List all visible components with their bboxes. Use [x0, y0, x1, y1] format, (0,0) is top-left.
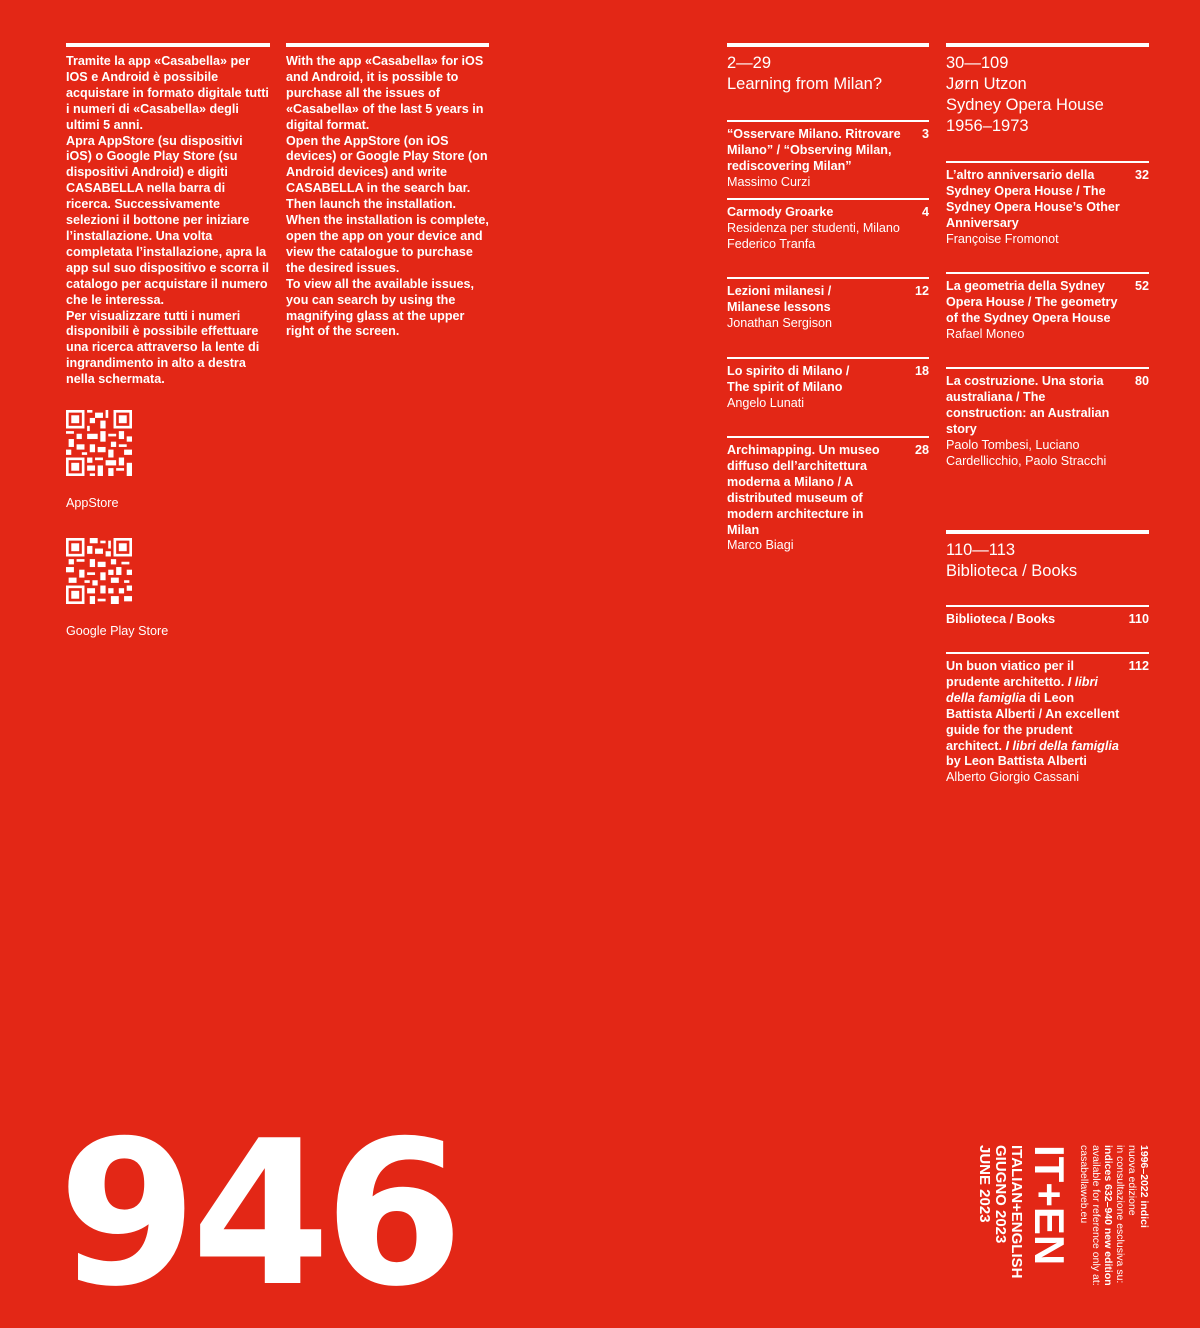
section-title-line1: Jørn Utzon [946, 75, 1027, 93]
toc-entry[interactable] [946, 272, 1149, 343]
indices-line-1: 1996–2022 indici [1138, 1145, 1150, 1228]
section-title: Biblioteca / Books [946, 562, 1078, 580]
entry-body [946, 607, 1149, 628]
section-title-line3: 1956–1973 [946, 117, 1029, 135]
entry-body [946, 163, 1149, 248]
entry-title-part: di Leon Battista Alberti / An excellent guide for the prudent architect. [946, 690, 1120, 753]
entry-title: Biblioteca / Books [946, 612, 1056, 626]
toc-entry[interactable] [946, 652, 1149, 786]
entry-body [727, 279, 929, 332]
entry-author: Alberto Giorgio Cassani [946, 770, 1079, 785]
qr-appstore-label: AppStore [66, 496, 119, 510]
entry-page: 3 [921, 127, 929, 141]
entry-body [727, 359, 929, 412]
entry-author: Angelo Lunati [727, 395, 805, 410]
issue-number: 946 [58, 1098, 458, 1328]
app-info-it-p2: Apra AppStore (su dispositivi iOS) o Google Play Store (su dispositivi Android) e digiti CASABELLA nella barra di ricerca. Successivamente selezioni il bottone per iniziare l’installazione. Una volta completata l’installazione, apra la app sul suo dispositivo e scorra il catalogo per acquistare il numero che le interessa. [66, 133, 269, 307]
entry-page: 12 [914, 284, 929, 298]
entry-title-part: Un buon viatico per il prudente architetto. [946, 659, 1075, 689]
entry-page: 32 [1134, 168, 1149, 182]
toc-section-learning-from-milan [727, 43, 929, 553]
entry-author: Massimo Curzi [727, 174, 811, 189]
section-title: Learning from Milan? [727, 75, 882, 93]
entry-author: Paolo Tombesi, Luciano Cardellicchio, Paolo Stracchi [946, 437, 1107, 468]
toc-entry[interactable] [727, 436, 929, 554]
indices-line-4: indices 632–940 new edition [1102, 1145, 1114, 1286]
toc-entry[interactable] [946, 605, 1149, 628]
app-info-it-text [66, 47, 270, 388]
app-info-it-p1: Tramite la app «Casabella» per IOS e Android è possibile acquistare in formato digitale tutti i numeri di «Casabella» degli ultimi 5 anni. [66, 54, 269, 132]
section-title-line2: Sydney Opera House [946, 96, 1104, 114]
toc-entry[interactable] [946, 161, 1149, 248]
entry-title: Carmody Groarke [727, 205, 834, 219]
toc-entry[interactable] [946, 367, 1149, 469]
language-label: ITALIAN+ENGLISH [1008, 1145, 1025, 1279]
entry-author: Jonathan Sergison [727, 315, 833, 330]
qr-code-icon [66, 538, 132, 604]
section-range: 30—109 [946, 54, 1009, 72]
toc-section-sydney-opera-house [946, 43, 1149, 785]
toc-entry[interactable] [727, 198, 929, 253]
entry-title: Lo spirito di Milano / The spirit of Milano [727, 364, 850, 394]
entry-body [946, 274, 1149, 343]
entry-body [946, 654, 1149, 786]
section-range: 110—113 [946, 541, 1016, 559]
entry-title: Lezioni milanesi / Milanese lessons [727, 284, 832, 314]
qr-appstore[interactable] [66, 410, 132, 511]
entry-author: Françoise Fromonot [946, 231, 1059, 246]
entry-author: Rafael Moneo [946, 326, 1025, 341]
app-info-it-column [66, 43, 270, 388]
entry-title: L’altro anniversario della Sydney Opera House / The Sydney Opera House’s Other Anniversary [946, 168, 1120, 230]
toc-entry[interactable] [727, 357, 929, 412]
toc-entry[interactable] [727, 120, 929, 191]
indices-line-5: available for reference only at: [1090, 1145, 1102, 1286]
qr-google-play-label: Google Play Store [66, 624, 169, 638]
section-range: 2—29 [727, 54, 772, 72]
entry-page: 112 [1128, 659, 1149, 673]
entry-body [727, 438, 929, 554]
toc-section-books [946, 530, 1149, 785]
qr-google-play[interactable] [66, 538, 168, 639]
entry-page: 52 [1134, 279, 1149, 293]
entry-title-part: by Leon Battista Alberti [946, 754, 1087, 769]
entry-page: 110 [1128, 612, 1149, 626]
issue-date-en: JUNE 2023 [976, 1145, 993, 1223]
qr-code-icon [66, 410, 132, 476]
section-heading [727, 47, 929, 127]
entry-page: 18 [914, 364, 929, 378]
issue-date-it: GIUGNO 2023 [992, 1145, 1009, 1244]
indices-line-3: in consultazione esclusiva su: [1114, 1145, 1126, 1284]
indices-line-2: nuova edizione [1126, 1145, 1138, 1216]
app-info-en-p2: Open the AppStore (on iOS devices) or Google Play Store (on Android devices) and write CASABELLA in the search bar. Then launch the installation. When the installation is complete, open the app on your device and view the catalogue to purchase the desired issues. [286, 133, 489, 275]
entry-title: “Osservare Milano. Ritrovare Milano” / “Observing Milan, rediscovering Milan” [727, 127, 901, 173]
entry-body [727, 122, 929, 191]
toc-entry[interactable] [727, 277, 929, 332]
entry-title: La costruzione. Una storia australiana / The construction: an Australian story [946, 374, 1110, 436]
entry-page: 80 [1134, 374, 1149, 388]
app-info-en-p1: With the app «Casabella» for iOS and Android, it is possible to purchase all the issues of «Casabella» of the last 5 years in digital format. [286, 54, 484, 132]
entry-body [946, 369, 1149, 469]
app-info-en-text [286, 47, 489, 340]
app-info-it-p3: Per visualizzare tutti i numeri disponibili è possibile effettuare una ricerca attraverso la lente di ingrandimento in alto a destra nella schermata. [66, 308, 260, 387]
entry-title: La geometria della Sydney Opera House / The geometry of the Sydney Opera House [946, 279, 1118, 325]
app-info-en-column [286, 43, 489, 340]
section-heading [946, 534, 1149, 582]
entry-page: 4 [921, 205, 929, 219]
entry-title: Archimapping. Un museo diffuso dell’architettura moderna a Milano / A distributed museum of modern architecture in Milan [727, 443, 880, 537]
entry-body [727, 200, 929, 253]
entry-page: 28 [914, 443, 929, 457]
entry-title [946, 659, 1149, 770]
it-en-mark: IT+EN [1026, 1145, 1073, 1266]
entry-author: Residenza per studenti, Milano Federico Tranfa [727, 220, 900, 251]
indices-line-6: casabellaweb.eu [1078, 1145, 1090, 1224]
entry-title-italic: I libri della famiglia [946, 674, 1098, 705]
section-heading [946, 47, 1149, 137]
entry-title-italic: I libri della famiglia [1005, 738, 1119, 753]
entry-author: Marco Biagi [727, 538, 794, 553]
app-info-en-p3: To view all the available issues, you can search by using the magnifying glass at the upper right of the screen. [286, 276, 475, 339]
